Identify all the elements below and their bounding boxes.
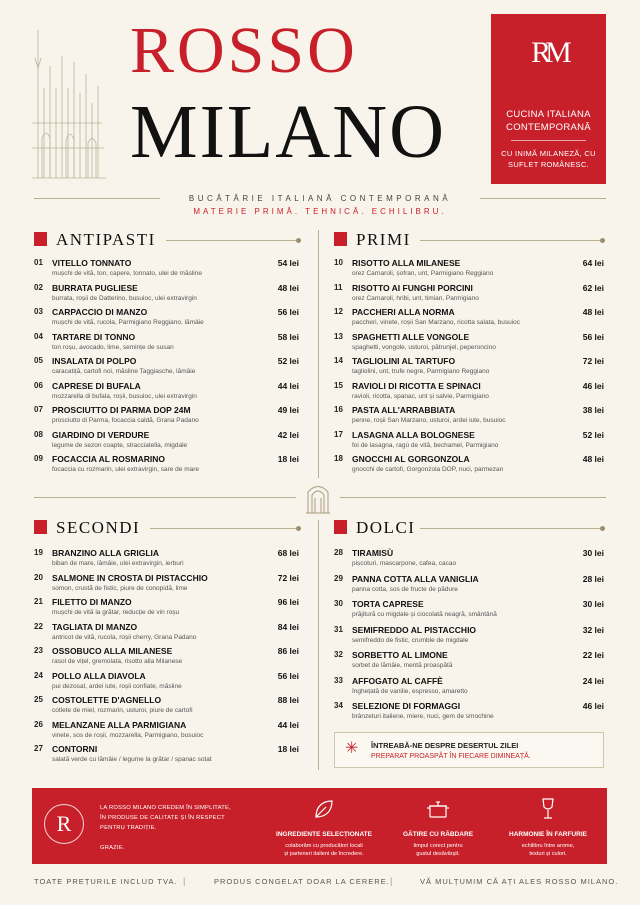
menu-item bbox=[34, 744, 299, 770]
section-title: DOLCI bbox=[356, 518, 416, 537]
item-name: FOCACCIA AL ROSMARINO bbox=[52, 454, 166, 464]
tagline-main: CUCINA ITALIANA CONTEMPORANĂ bbox=[506, 109, 591, 133]
brand-name-rosso: ROSSO bbox=[130, 14, 358, 87]
feature-desc-line: colaborăm cu producători locali bbox=[285, 843, 363, 849]
item-name: TAGLIOLINI AL TARTUFO bbox=[352, 356, 456, 366]
section-marker bbox=[334, 232, 347, 246]
item-name: TIRAMISÙ bbox=[352, 548, 394, 558]
item-price: 22 lei bbox=[582, 650, 604, 660]
item-number: 19 bbox=[34, 548, 43, 557]
item-price: 30 lei bbox=[582, 599, 604, 609]
item-number: 16 bbox=[334, 405, 343, 414]
arch-ornament-icon bbox=[305, 480, 331, 514]
item-description: panna cotta, sos de fructe de pădure bbox=[352, 585, 458, 593]
item-name: CAPRESE DI BUFALA bbox=[52, 380, 141, 391]
footer-note-thanks: VĂ MULȚUMIM CĂ AȚI ALES ROSSO MILANO. bbox=[420, 877, 619, 886]
menu-item bbox=[34, 430, 299, 456]
item-price: 48 lei bbox=[582, 454, 604, 464]
item-price: 38 lei bbox=[582, 405, 604, 415]
item-name: SELEZIONE DI FORMAGGI bbox=[352, 701, 461, 711]
menu-item bbox=[34, 332, 299, 358]
item-description: foi de lasagna, ragù de vită, bechamel, Parmigiano bbox=[352, 441, 499, 449]
item-description: mozzarella di bufala, roșii, busuioc, ulei extravirgin bbox=[52, 392, 197, 400]
item-price: 68 lei bbox=[277, 548, 299, 558]
philosophy-line-3: PENTRU TRADIȚIE. bbox=[100, 825, 157, 831]
item-name: RAVIOLI DI RICOTTA E SPINACI bbox=[352, 380, 481, 391]
item-number: 24 bbox=[34, 670, 43, 680]
item-description: legume de sezon coapte, stracciatella, migdale bbox=[52, 441, 188, 449]
section-dot bbox=[600, 526, 605, 531]
dessert-of-the-day-note bbox=[334, 732, 604, 768]
item-description: spaghetti, vongole, usturoi, pătrunjel, peperoncino bbox=[352, 343, 496, 351]
footer-note-frozen: PRODUS CONGELAT DOAR LA CERERE. bbox=[214, 877, 390, 886]
feature-cooking bbox=[378, 796, 498, 858]
column-divider-bottom bbox=[318, 520, 319, 770]
menu-item bbox=[334, 454, 604, 480]
item-number: 22 bbox=[34, 621, 43, 631]
menu-item bbox=[334, 574, 604, 600]
item-description: biban de mare, lămâie, ulei extravirgin, ierburi bbox=[52, 560, 184, 567]
item-price: 32 lei bbox=[582, 624, 604, 635]
mid-rule-right bbox=[340, 497, 606, 498]
menu-item bbox=[334, 283, 604, 309]
section-title: ANTIPASTI bbox=[56, 230, 156, 249]
item-price: 24 lei bbox=[582, 675, 604, 686]
menu-item bbox=[334, 548, 604, 574]
feature-desc-line: și parteneri italieni de încredere. bbox=[284, 851, 364, 857]
item-description: ton roșu, avocado, lime, semințe de susan bbox=[52, 343, 174, 351]
item-price: 28 lei bbox=[582, 573, 604, 584]
item-price: 48 lei bbox=[277, 282, 299, 293]
item-description: burrata, roșii de Datterino, busuioc, ulei extravirgin bbox=[52, 294, 197, 302]
feature-desc-line: texturi și culori. bbox=[529, 851, 567, 857]
item-name: SEMIFREDDO AL PISTACCHIO bbox=[352, 624, 477, 635]
philosophy-line-2: ÎN PRODUSE DE CALITATE ȘI ÎN RESPECT bbox=[100, 815, 225, 821]
item-description: antricot de vită, rucola, roșii cherry, Grana Padano bbox=[52, 633, 197, 641]
item-number: 33 bbox=[334, 675, 343, 685]
item-name: PANNA COTTA ALLA VANIGLIA bbox=[352, 573, 479, 584]
item-description: gnocchi de cartofi, Gorgonzola DOP, nuci, parmezan bbox=[352, 466, 504, 473]
dessert-note-title: ÎNTREABĂ-NE DESPRE DESERTUL ZILEI bbox=[371, 741, 519, 750]
item-number: 13 bbox=[334, 331, 343, 341]
menu-item bbox=[334, 332, 604, 358]
item-description: orez Carnaroli, hribi, unt, timian, Parmigiano bbox=[352, 294, 479, 302]
section-rule bbox=[166, 240, 296, 241]
subtitle: BUCĂTĂRIE ITALIANĂ CONTEMPORANĂ bbox=[188, 194, 452, 203]
philosophy-line-1: LA ROSSO MILANO CREDEM ÎN SIMPLITATE, bbox=[100, 805, 231, 811]
brand-name-milano: MILANO bbox=[130, 90, 446, 174]
item-description: înghețată de vanilie, espresso, amaretto bbox=[352, 687, 468, 695]
section-title: PRIMI bbox=[356, 230, 411, 249]
section-marker bbox=[334, 520, 347, 534]
item-name: PASTA ALL'ARRABBIATA bbox=[352, 405, 456, 415]
column-divider-top bbox=[318, 230, 319, 478]
feature-title: HARMONIE ÎN FARFURIE bbox=[509, 831, 587, 838]
item-name: CARPACCIO DI MANZO bbox=[52, 307, 148, 317]
item-name: INSALATA DI POLPO bbox=[52, 356, 137, 366]
menu-item bbox=[34, 671, 299, 697]
item-price: 18 lei bbox=[277, 454, 299, 464]
item-name: PROSCIUTTO DI PARMA DOP 24M bbox=[52, 405, 191, 415]
item-number: 29 bbox=[334, 573, 343, 583]
philosophy-grazie: GRAZIE. bbox=[100, 845, 125, 851]
menu-item bbox=[34, 258, 299, 284]
item-name: TARTARE DI TONNO bbox=[52, 331, 136, 342]
menu-item bbox=[334, 405, 604, 431]
item-number: 10 bbox=[334, 258, 343, 267]
section-marker bbox=[34, 520, 47, 534]
feature-title: INGREDIENTE SELECȚIONATE bbox=[276, 831, 372, 838]
item-number: 30 bbox=[334, 599, 343, 608]
item-number: 27 bbox=[34, 744, 43, 753]
rm-monogram-logo: RM bbox=[531, 36, 566, 69]
item-name: SPAGHETTI ALLE VONGOLE bbox=[352, 331, 470, 342]
item-description: pișcoturi, mascarpone, cafea, cacao bbox=[352, 560, 457, 567]
item-price: 56 lei bbox=[582, 331, 604, 342]
item-description: prăjitură cu migdale și ciocolată neagră, smântână bbox=[352, 611, 497, 618]
item-name: GNOCCHI AL GORGONZOLA bbox=[352, 454, 470, 464]
item-number: 14 bbox=[334, 356, 343, 365]
feature-desc-line: timpul corect pentru bbox=[413, 843, 463, 849]
item-description: brânzeturi italiene, miere, nuci, gem de smochine bbox=[352, 713, 494, 720]
section-secondi-header bbox=[34, 518, 304, 538]
r-emblem-logo: R bbox=[44, 804, 84, 844]
section-rule bbox=[150, 528, 296, 529]
item-name: TORTA CAPRESE bbox=[352, 599, 424, 609]
section-dolci-header bbox=[334, 518, 606, 538]
footer-separator: | bbox=[390, 876, 393, 886]
item-description: salată verde cu lămâie / legume la grătar / spanac sotat bbox=[52, 756, 212, 763]
item-price: 46 lei bbox=[582, 380, 604, 391]
menu-item bbox=[334, 307, 604, 333]
item-price: 46 lei bbox=[582, 701, 604, 711]
menu-item bbox=[34, 597, 299, 623]
item-name: MELANZANE ALLA PARMIGIANA bbox=[52, 719, 187, 730]
item-name: POLLO ALLA DIAVOLA bbox=[52, 670, 146, 681]
menu-item bbox=[334, 356, 604, 382]
dessert-note-subtitle: PREPARAT PROASPĂT ÎN FIECARE DIMINEAȚĂ. bbox=[371, 753, 531, 760]
leaf-icon bbox=[311, 796, 337, 822]
item-description: pui dezosat, ardei iute, roșii confiate, măsline bbox=[52, 682, 182, 690]
feature-desc-line: echilibru între arome, bbox=[521, 843, 575, 849]
section-dot bbox=[296, 238, 301, 243]
tagline-sub: CU INIMĂ MILANEZĂ, CU SUFLET ROMÂNESC. bbox=[501, 149, 596, 169]
item-number: 05 bbox=[34, 356, 43, 365]
item-price: 84 lei bbox=[277, 621, 299, 632]
item-name: TAGLIATA DI MANZO bbox=[52, 621, 138, 632]
item-description: mușchi de vită la grătar, reducție de vin roșu bbox=[52, 609, 180, 616]
item-price: 30 lei bbox=[582, 548, 604, 558]
section-dot bbox=[600, 238, 605, 243]
item-price: 96 lei bbox=[277, 597, 299, 607]
duomo-cathedral-illustration bbox=[28, 28, 108, 180]
asterisk-icon: ✳ bbox=[345, 740, 359, 757]
feature-harmony bbox=[488, 796, 608, 858]
item-description: caracatiță, cartofi noi, măsline Taggiasche, lămâie bbox=[52, 368, 196, 375]
item-number: 34 bbox=[334, 701, 343, 710]
menu-item bbox=[334, 676, 604, 702]
menu-item bbox=[34, 573, 299, 599]
menu-header bbox=[0, 0, 640, 190]
item-name: CONTORNI bbox=[52, 744, 98, 754]
motto: MATERIE PRIMĂ. TEHNICĂ. ECHILIBRU. bbox=[193, 207, 447, 216]
item-name: SORBETTO AL LIMONE bbox=[352, 650, 448, 660]
item-price: 56 lei bbox=[277, 670, 299, 681]
item-number: 06 bbox=[34, 380, 43, 390]
item-description: semifreddo de fistic, crumble de migdale bbox=[352, 636, 469, 644]
item-name: COSTOLETTE D'AGNELLO bbox=[52, 695, 162, 705]
item-description: paccheri, vinete, roșii San Marzano, ricotta salata, busuioc bbox=[352, 319, 521, 326]
item-description: penne, roșii San Marzano, usturoi, ardei iute, busuioc bbox=[352, 417, 506, 424]
menu-item bbox=[34, 695, 299, 721]
feature-title: GĂTIRE CU RĂBDARE bbox=[402, 831, 474, 838]
item-name: OSSOBUCO ALLA MILANESE bbox=[52, 646, 173, 656]
item-name: PACCHERI ALLA NORMA bbox=[352, 307, 455, 317]
item-price: 64 lei bbox=[582, 258, 604, 268]
item-number: 21 bbox=[34, 597, 43, 606]
item-description: orez Carnaroli, șofran, unt, Parmigiano Reggiano bbox=[352, 270, 494, 277]
mid-rule-left bbox=[34, 497, 296, 498]
item-number: 25 bbox=[34, 695, 43, 704]
footer-band bbox=[32, 788, 607, 864]
item-name: BURRATA PUGLIESE bbox=[52, 282, 138, 293]
wine-glass-icon bbox=[535, 796, 561, 822]
section-title: SECONDI bbox=[56, 518, 141, 537]
item-number: 32 bbox=[334, 650, 343, 659]
menu-item bbox=[334, 430, 604, 456]
item-price: 72 lei bbox=[582, 356, 604, 366]
section-antipasti-header bbox=[34, 230, 304, 250]
menu-item bbox=[34, 307, 299, 333]
item-name: RISOTTO AI FUNGHI PORCINI bbox=[352, 282, 473, 293]
item-description: focaccia cu rozmarin, ulei extravirgin, sare de mare bbox=[52, 466, 200, 473]
section-dot bbox=[296, 526, 301, 531]
item-number: 20 bbox=[34, 572, 43, 582]
menu-item bbox=[334, 650, 604, 676]
item-description: rasol de vițel, gremolata, risotto alla Milanese bbox=[52, 658, 183, 665]
item-description: vinete, sos de roșii, mozzarella, Parmigiano, busuioc bbox=[52, 731, 204, 739]
feature-ingredients bbox=[264, 796, 384, 858]
footer-separator: | bbox=[183, 876, 186, 886]
menu-item bbox=[34, 548, 299, 574]
menu-item bbox=[34, 381, 299, 407]
item-number: 07 bbox=[34, 405, 43, 414]
menu-item bbox=[34, 405, 299, 431]
item-number: 15 bbox=[334, 380, 343, 390]
item-price: 56 lei bbox=[277, 307, 299, 317]
item-price: 49 lei bbox=[277, 405, 299, 415]
menu-item bbox=[334, 701, 604, 727]
item-number: 03 bbox=[34, 307, 43, 316]
item-number: 11 bbox=[334, 282, 343, 292]
item-description: mușchi de vită, rucola, Parmigiano Reggiano, lămâie bbox=[52, 319, 204, 326]
item-price: 86 lei bbox=[277, 646, 299, 656]
item-description: ravioli, ricotta, spanac, unt și salvie, Parmigiano bbox=[352, 392, 489, 400]
item-number: 28 bbox=[334, 548, 343, 557]
item-price: 48 lei bbox=[582, 307, 604, 317]
item-price: 58 lei bbox=[277, 331, 299, 342]
item-number: 26 bbox=[34, 719, 43, 729]
item-price: 44 lei bbox=[277, 380, 299, 391]
feature-desc-line: gustul desăvârșit. bbox=[416, 851, 460, 857]
item-price: 62 lei bbox=[582, 282, 604, 293]
item-number: 08 bbox=[34, 429, 43, 439]
item-price: 52 lei bbox=[277, 356, 299, 366]
item-number: 31 bbox=[334, 624, 343, 634]
menu-item bbox=[334, 381, 604, 407]
item-name: AFFOGATO AL CAFFÈ bbox=[352, 675, 443, 686]
item-price: 44 lei bbox=[277, 719, 299, 730]
item-name: SALMONE IN CROSTA DI PISTACCHIO bbox=[52, 572, 208, 583]
item-description: somon, crustă de fistic, piure de conopidă, lime bbox=[52, 584, 188, 592]
item-price: 18 lei bbox=[277, 744, 299, 754]
item-price: 54 lei bbox=[277, 258, 299, 268]
section-rule bbox=[420, 528, 600, 529]
tagline-divider bbox=[511, 140, 586, 141]
item-name: LASAGNA ALLA BOLOGNESE bbox=[352, 429, 475, 440]
brand-tag-box bbox=[491, 14, 606, 184]
item-number: 09 bbox=[34, 454, 43, 463]
item-name: BRANZINO ALLA GRIGLIA bbox=[52, 548, 160, 558]
menu-item bbox=[334, 599, 604, 625]
item-number: 18 bbox=[334, 454, 343, 463]
menu-item bbox=[34, 283, 299, 309]
item-number: 12 bbox=[334, 307, 343, 316]
item-description: cotlete de miel, rozmarin, usturoi, piure de cartofi bbox=[52, 707, 193, 714]
item-number: 02 bbox=[34, 282, 43, 292]
menu-item bbox=[334, 258, 604, 284]
item-name: FILETTO DI MANZO bbox=[52, 597, 132, 607]
item-number: 04 bbox=[34, 331, 43, 341]
section-marker bbox=[34, 232, 47, 246]
section-primi-header bbox=[334, 230, 606, 250]
menu-item bbox=[34, 622, 299, 648]
item-name: VITELLO TONNATO bbox=[52, 258, 132, 268]
item-name: GIARDINO DI VERDURE bbox=[52, 429, 150, 440]
pot-icon bbox=[425, 796, 451, 822]
item-price: 88 lei bbox=[277, 695, 299, 705]
item-price: 72 lei bbox=[277, 572, 299, 583]
item-price: 42 lei bbox=[277, 429, 299, 440]
menu-item bbox=[334, 625, 604, 651]
footer-note-vat: TOATE PREȚURILE INCLUD TVA. bbox=[34, 877, 178, 886]
item-description: sorbet de lămâie, mentă proaspătă bbox=[352, 662, 453, 669]
section-rule bbox=[420, 240, 600, 241]
item-number: 17 bbox=[334, 429, 343, 439]
menu-item bbox=[34, 646, 299, 672]
menu-item bbox=[34, 454, 299, 480]
item-description: mușchi de vită, ton, capere, tonnato, ulei de măsline bbox=[52, 270, 202, 277]
item-name: RISOTTO ALLA MILANESE bbox=[352, 258, 461, 268]
item-number: 23 bbox=[34, 646, 43, 655]
item-description: tagliolini, unt, trufe negre, Parmigiano Reggiano bbox=[352, 368, 490, 375]
menu-item bbox=[34, 720, 299, 746]
item-description: prosciutto di Parma, focaccia caldă, Grana Padano bbox=[52, 417, 199, 424]
menu-item bbox=[34, 356, 299, 382]
item-number: 01 bbox=[34, 258, 43, 267]
item-price: 52 lei bbox=[582, 429, 604, 440]
